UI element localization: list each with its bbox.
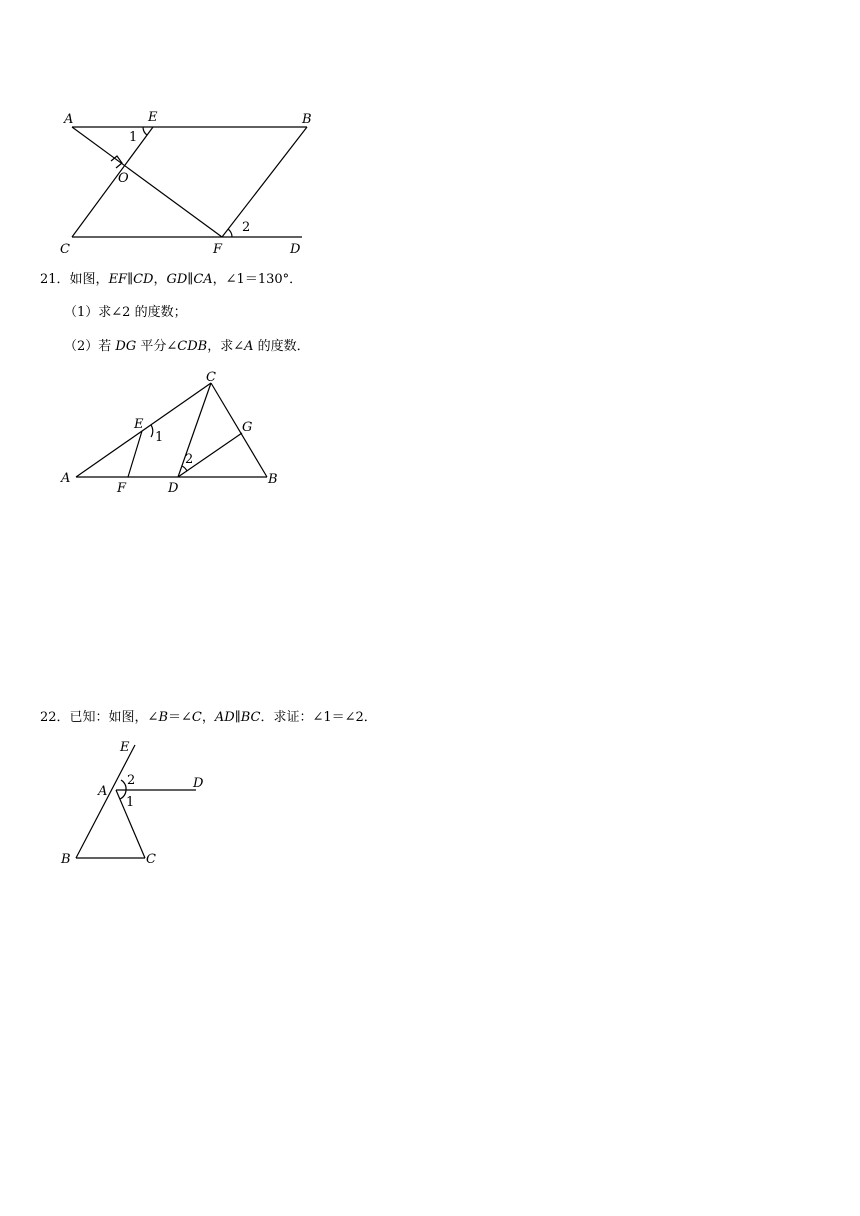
- label-b: B: [268, 472, 278, 487]
- angle-label-2: 2: [185, 452, 194, 467]
- label-d: D: [168, 481, 179, 496]
- label-e: E: [120, 740, 130, 755]
- label-d: D: [290, 242, 301, 257]
- question-22-statement: 22．已知：如图，∠B＝∠C，AD∥BC．求证：∠1＝∠2．: [40, 710, 377, 725]
- label-e: E: [148, 110, 158, 125]
- figure-question-22: [0, 735, 860, 875]
- question-21-statement: 21．如图，EF∥CD，GD∥CA，∠1＝130°．: [40, 272, 303, 287]
- segment-ef: [128, 431, 142, 477]
- label-e: E: [134, 417, 144, 432]
- segment-fb: [222, 127, 307, 237]
- label-a: A: [64, 112, 74, 127]
- label-b: B: [61, 852, 71, 867]
- angle-1-arc: [151, 425, 153, 437]
- figure-question-21: [0, 360, 860, 500]
- angle-label-2: 2: [127, 773, 136, 788]
- label-g: G: [242, 420, 253, 435]
- angle-label-1: 1: [126, 795, 135, 810]
- label-d: D: [193, 776, 204, 791]
- label-a: A: [61, 471, 71, 486]
- label-a: A: [98, 784, 108, 799]
- segment-af: [72, 127, 222, 237]
- label-c: C: [146, 852, 156, 867]
- label-b: B: [302, 112, 312, 127]
- angle-2-arc: [228, 229, 232, 237]
- label-c: C: [206, 370, 216, 385]
- angle-1-arc: [143, 127, 147, 135]
- label-f: F: [213, 242, 223, 257]
- angle-label-2: 2: [242, 220, 251, 235]
- angle-label-1: 1: [129, 130, 138, 145]
- question-21-part-1: （1）求∠2 的度数；: [64, 305, 187, 320]
- segment-ce: [72, 127, 153, 237]
- question-21-part-2: （2）若 DG 平分∠CDB，求∠A 的度数．: [64, 339, 310, 354]
- segment-cb: [211, 383, 267, 477]
- segment-cd: [178, 383, 211, 477]
- figure-parallelogram: [0, 0, 860, 265]
- label-o: O: [118, 171, 129, 186]
- label-f: F: [117, 481, 127, 496]
- angle-2-arc: [121, 780, 126, 790]
- label-c: C: [60, 242, 70, 257]
- angle-label-1: 1: [155, 430, 164, 445]
